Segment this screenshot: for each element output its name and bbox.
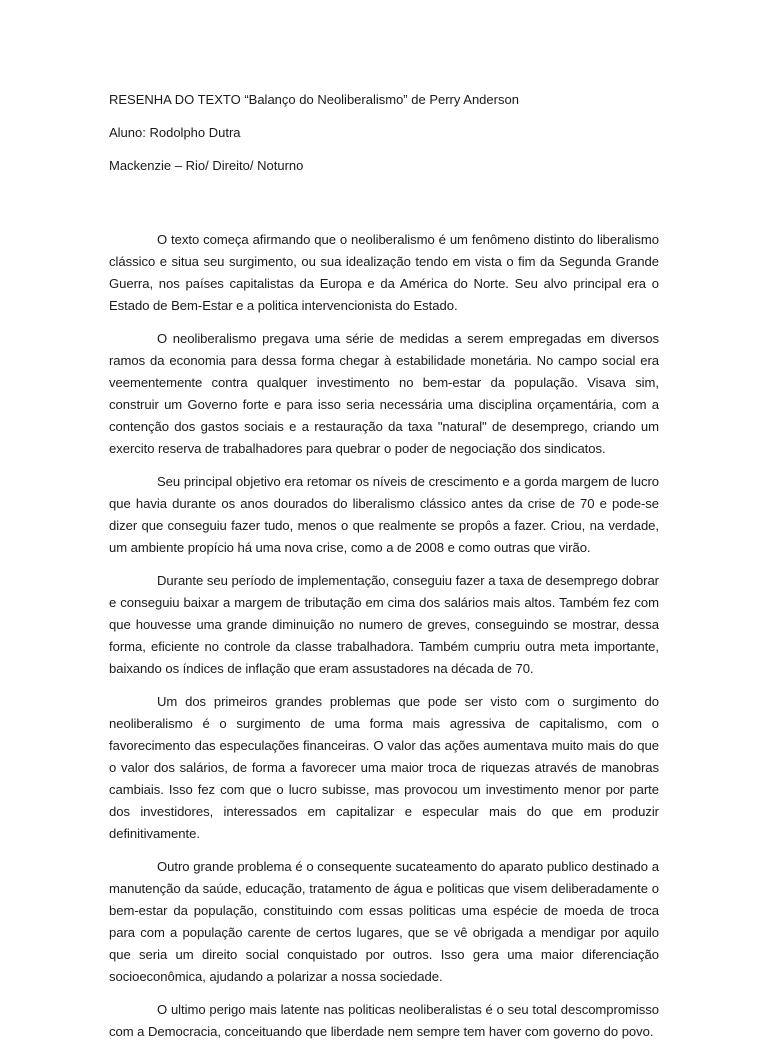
- paragraph-6: Outro grande problema é o consequente sucateamento do aparato publico destinado a manutenção da saúde, educação, tratamento de água e politicas que visem deliberadamente o bem-estar da população, constituindo com essas politicas uma espécie de moeda de troca para com a população carente de certos lugares, que se vê obrigada a mendigar por aquilo que seria um direito social conquistado por outros. Isso gera uma maior diferenciação socioeconômica, ajudando a polarizar a nossa sociedade.: [109, 859, 659, 984]
- header-spacer: [109, 191, 659, 229]
- document-title: RESENHA DO TEXTO “Balanço do Neoliberalismo” de Perry Anderson: [109, 92, 519, 107]
- paragraph-4: Durante seu período de implementação, conseguiu fazer a taxa de desemprego dobrar e conseguiu baixar a margem de tributação em cima dos salários mais altos. Também fez com que houvesse uma grande diminuição no numero de greves, conseguindo se mostrar, dessa forma, eficiente no controle da classe trabalhadora. Também cumpriu outra meta importante, baixando os índices de inflação que eram assustadores na década de 70.: [109, 573, 659, 676]
- paragraph-1: O texto começa afirmando que o neoliberalismo é um fenômeno distinto do liberalismo clássico e situa seu surgimento, ou sua idealização tendo em vista o fim da Segunda Grande Guerra, nos países capitalistas da Europa e da América do Norte. Seu alvo principal era o Estado de Bem-Estar e a politica intervencionista do Estado.: [109, 232, 659, 313]
- paragraph-3: Seu principal objetivo era retomar os níveis de crescimento e a gorda margem de lucro que havia durante os anos dourados do liberalismo clássico antes da crise de 70 e pode-se dizer que conseguiu fazer tudo, menos o que realmente se propôs a fazer. Criou, na verdade, um ambiente propício há uma nova crise, como a de 2008 e como outras que virão.: [109, 474, 659, 555]
- paragraph-5: Um dos primeiros grandes problemas que pode ser visto com o surgimento do neoliberalismo é o surgimento de uma forma mais agressiva de capitalismo, com o favorecimento das especulações financeiras. O valor das ações aumentava muito mais do que o valor dos salários, de forma a favorecer uma maior troca de riquezas através de manobras cambiais. Isso fez com que o lucro subisse, mas provocou um investimento menor por parte dos investidores, interessados em capitalizar e especular mais do que em produzir definitivamente.: [109, 694, 659, 841]
- institution-line: Mackenzie – Rio/ Direito/ Noturno: [109, 158, 304, 173]
- paragraph-7: O ultimo perigo mais latente nas politicas neoliberalistas é o seu total descompromisso com a Democracia, conceituando que liberdade nem sempre tem haver com governo do povo.: [109, 1002, 659, 1039]
- paragraph-2: O neoliberalismo pregava uma série de medidas a serem empregadas em diversos ramos da economia para dessa forma chegar à estabilidade monetária. No campo social era veementemente contra qualquer investimento no bem-estar da população. Visava sim, construir um Governo forte e para isso seria necessária uma disciplina orçamentária, com a contenção dos gastos sociais e a restauração da taxa "natural" de desemprego, criando um exercito reserva de trabalhadores para quebrar o poder de negociação dos sindicatos.: [109, 331, 659, 456]
- student-name: Aluno: Rodolpho Dutra: [109, 125, 241, 140]
